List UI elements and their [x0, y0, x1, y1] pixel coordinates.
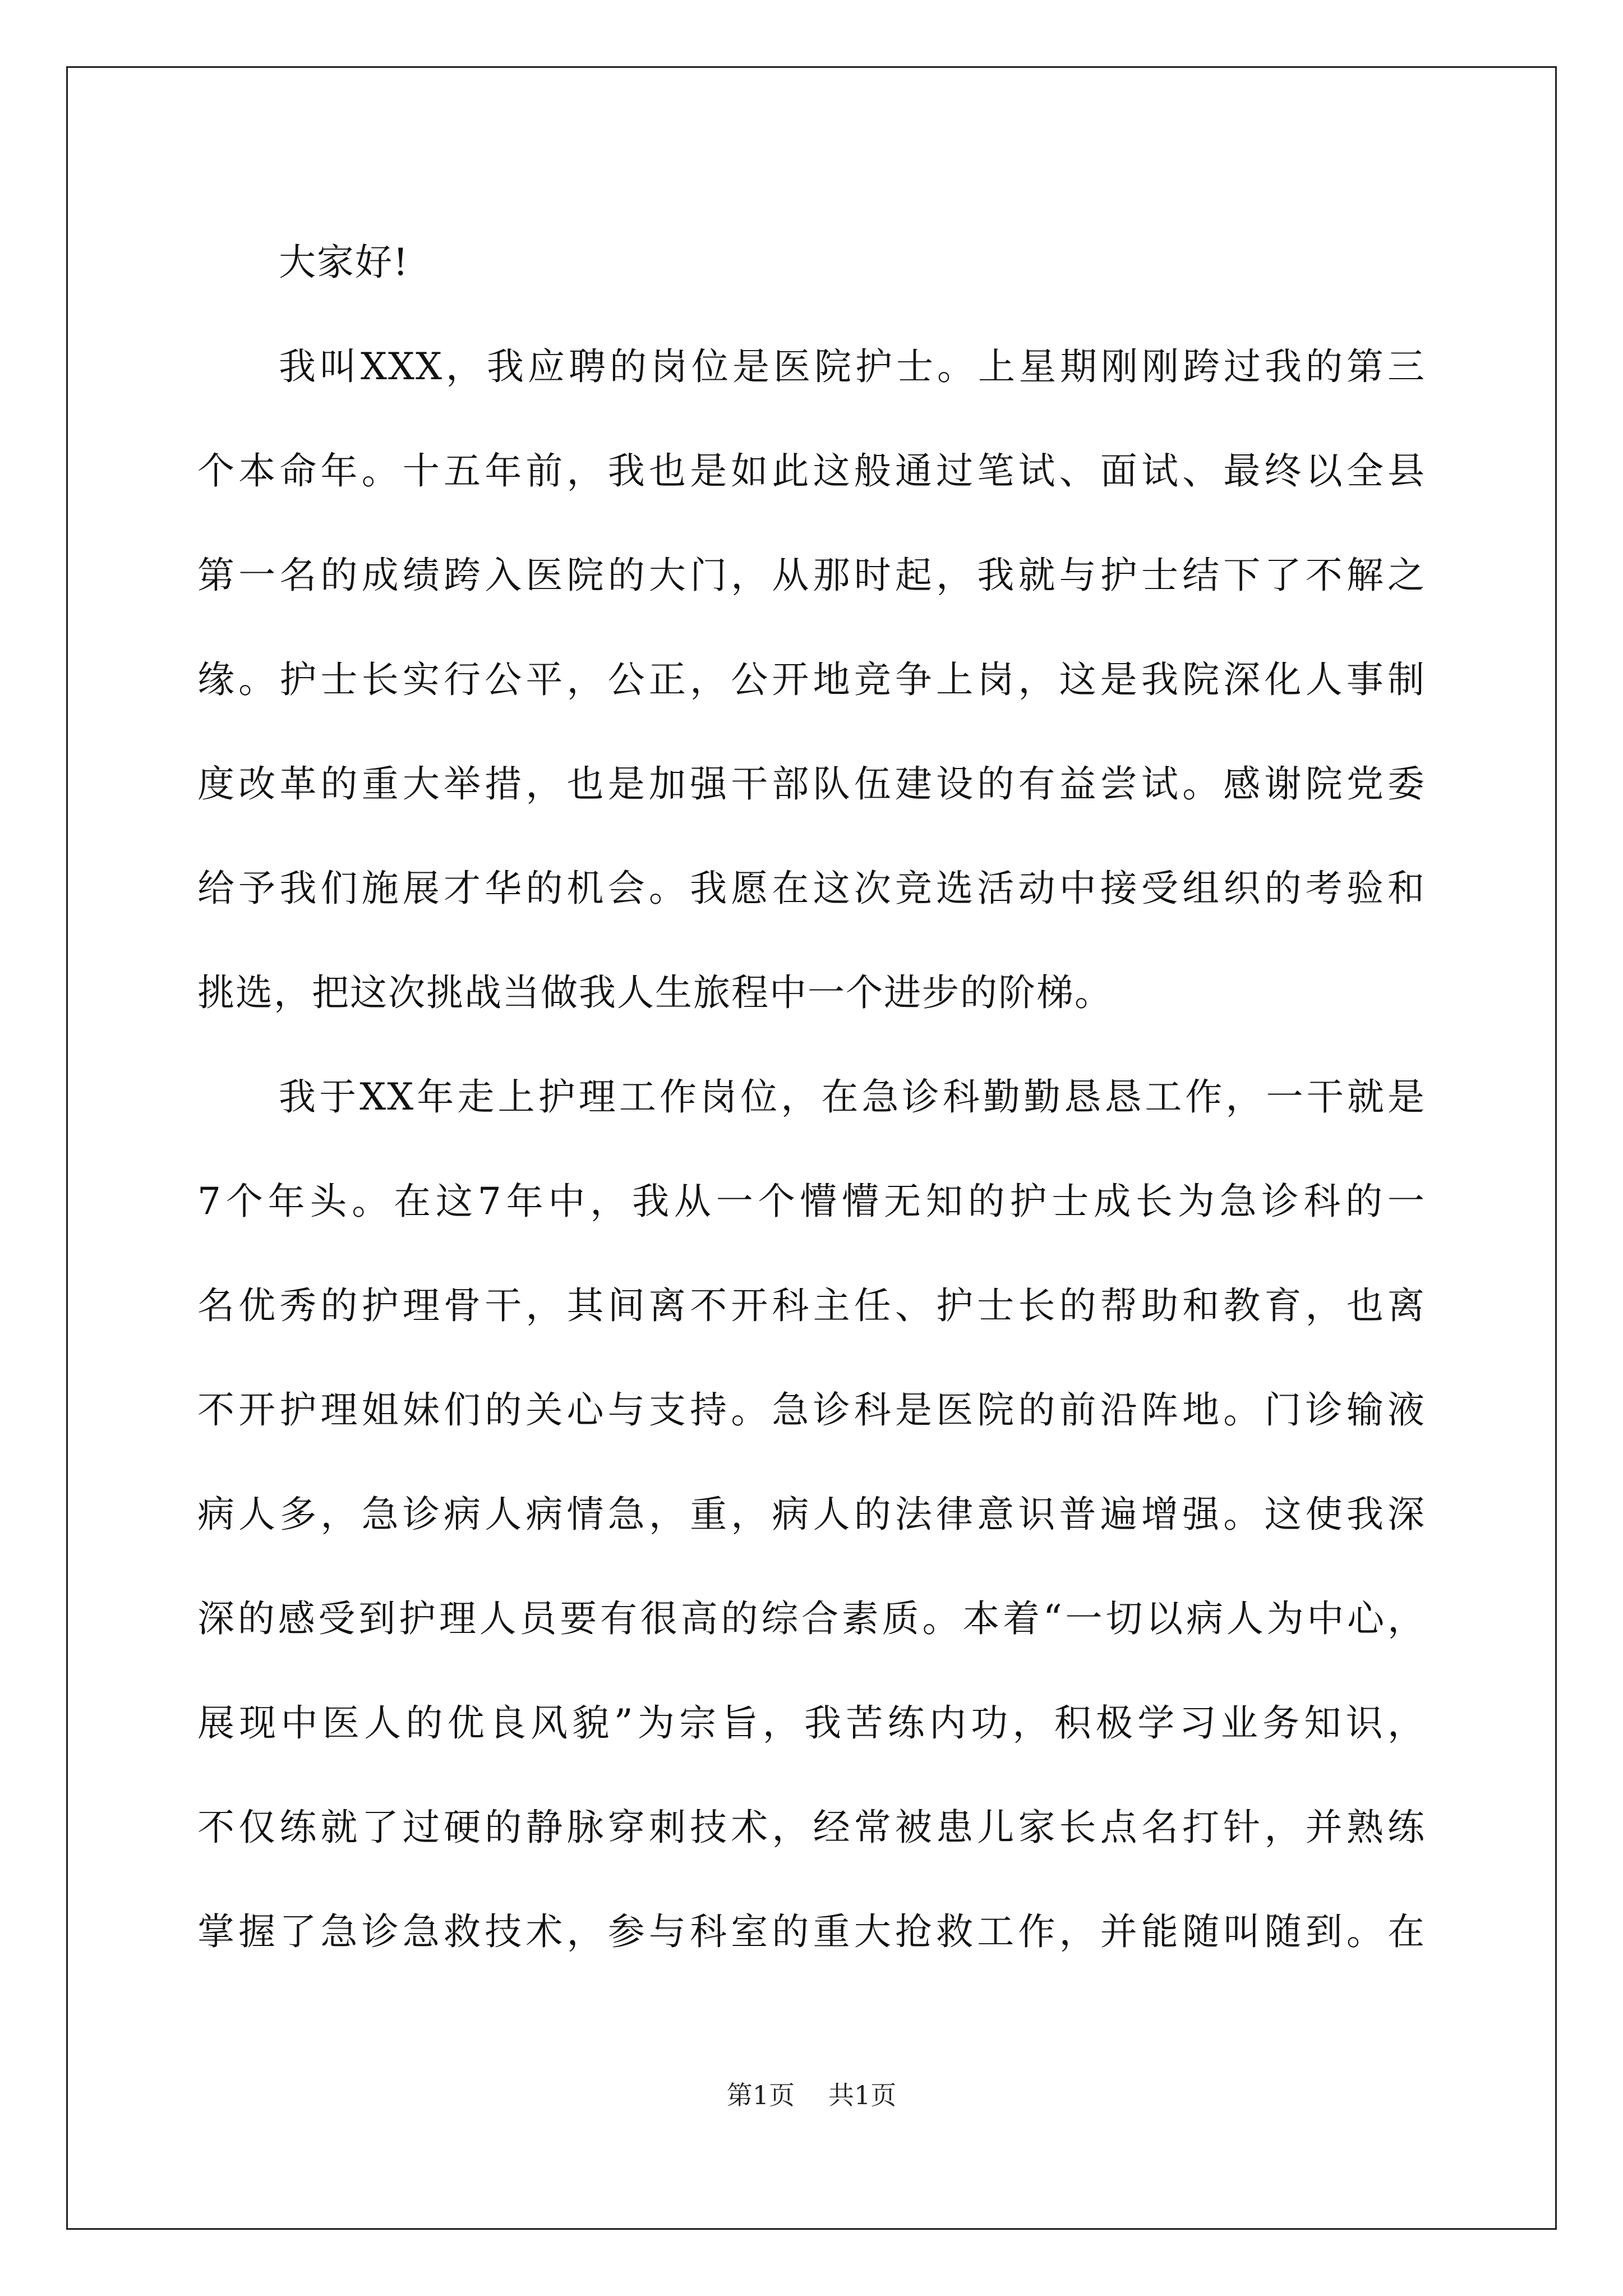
paragraph-line: 展现中医人的优良风貌”为宗旨，我苦练内功，积极学习业务知识， [197, 1701, 1426, 1745]
paragraph-line: 度改革的重大举措，也是加强干部队伍建设的有益尝试。感谢院党委 [197, 762, 1426, 806]
paragraph-line: 第一名的成绩跨入医院的大门，从那时起，我就与护士结下了不解之 [197, 554, 1426, 597]
paragraph-line: 不开护理姐妹们的关心与支持。急诊科是医院的前沿阵地。门诊输液 [197, 1388, 1426, 1432]
paragraph-line: 个本命年。十五年前，我也是如此这般通过笔试、面试、最终以全县 [197, 449, 1426, 493]
page-number: 第1页 [726, 2080, 795, 2110]
greeting-line: 大家好! [279, 241, 409, 284]
paragraph-line: 挑选，把这次挑战当做我人生旅程中一个进步的阶梯。 [197, 971, 1113, 1014]
paragraph-line: 7个年头。在这7年中，我从一个懵懵无知的护士成长为急诊科的一 [197, 1180, 1426, 1223]
paragraph-line: 病人多，急诊病人病情急，重，病人的法律意识普遍增强。这使我深 [197, 1493, 1426, 1536]
paragraph-line: 我于XX年走上护理工作岗位，在急诊科勤勤恳恳工作，一干就是 [279, 1075, 1426, 1119]
paragraph-line: 缘。护士长实行公平，公正，公开地竞争上岗，这是我院深化人事制 [197, 658, 1426, 701]
paragraph-line: 不仅练就了过硬的静脉穿刺技术，经常被患儿家长点名打针，并熟练 [197, 1806, 1426, 1849]
paragraph-line: 名优秀的护理骨干，其间离不开科主任、护士长的帮助和教育，也离 [197, 1284, 1426, 1327]
page-total: 共1页 [828, 2080, 897, 2110]
page-footer [0, 2078, 1623, 2112]
paragraph-line: 深的感受到护理人员要有很高的综合素质。本着“一切以病人为中心， [197, 1597, 1426, 1640]
paragraph-line: 掌握了急诊急救技术，参与科室的重大抢救工作，并能随叫随到。在 [197, 1910, 1426, 1953]
paragraph-line: 给予我们施展才华的机会。我愿在这次竞选活动中接受组织的考验和 [197, 867, 1426, 910]
document-body [197, 210, 1426, 1984]
paragraph-line: 我叫XXX，我应聘的岗位是医院护士。上星期刚刚跨过我的第三 [279, 345, 1426, 388]
